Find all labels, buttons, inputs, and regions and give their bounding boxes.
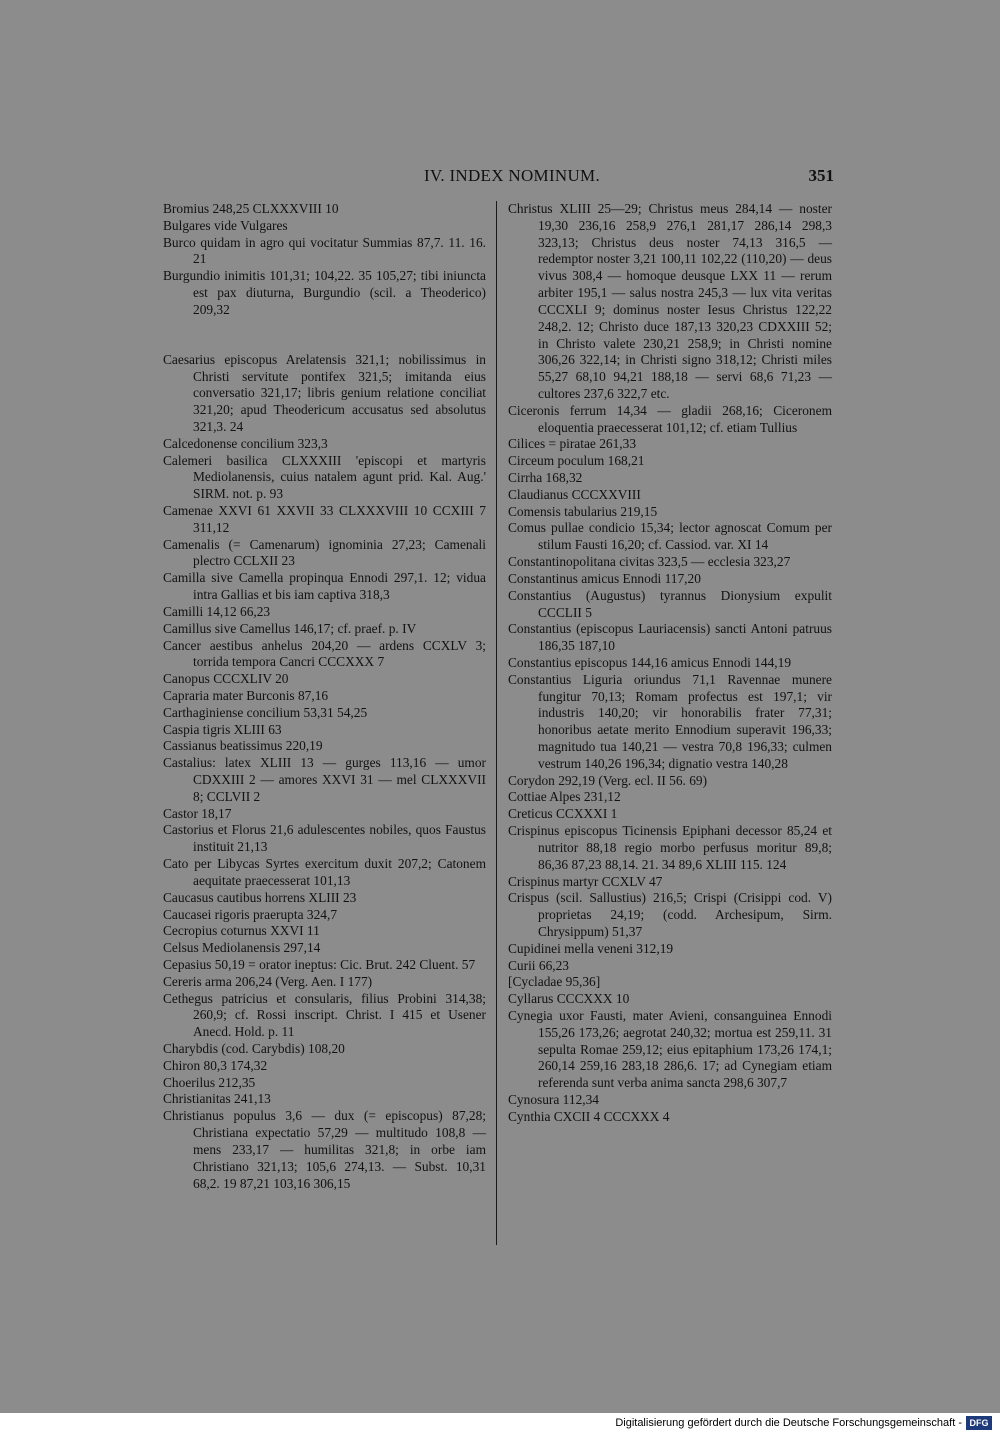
page-number: 351 <box>808 166 834 185</box>
index-entry: Cupidinei mella veneni 312,19 <box>508 940 674 956</box>
index-entry: Calemeri basilica CLXXXIII 'episcopi et martyris Mediolanensis, cuius natalem agunt prid. Kal. Aug.' SIRM. not. p. 93 <box>163 452 486 502</box>
digitization-footer <box>0 1413 1000 1434</box>
index-entry: Cilices = piratae 261,33 <box>508 436 637 452</box>
index-entry: Charybdis (cod. Carybdis) 108,20 <box>163 1041 345 1056</box>
running-header <box>160 166 840 190</box>
index-entry: Creticus CCXXXI 1 <box>508 806 618 822</box>
index-entry: Cepasius 50,19 = orator ineptus: Cic. Brut. 242 Cluent. 57 <box>163 956 476 972</box>
index-entry: Cottiae Alpes 231,12 <box>508 789 621 805</box>
index-entry: Capraria mater Burconis 87,16 <box>163 687 329 703</box>
index-entry: Cynthia CXCII 4 CCCXXX 4 <box>508 1108 670 1124</box>
index-entry: Curii 66,23 <box>508 957 570 973</box>
left-column <box>163 201 486 1192</box>
footer-text: Digitalisierung gefördert durch die Deutsche Forschungsgemeinschaft - <box>615 1417 962 1429</box>
index-entry: Castalius: latex XLIII 13 — gurges 113,16 — umor CDXXIII 2 — amores XXVI 31 — mel CLXXXVII 8; CCLVII 2 <box>163 755 486 804</box>
index-entry: Cirrha 168,32 <box>508 470 583 485</box>
index-entry: Choerilus 212,35 <box>163 1074 256 1090</box>
index-entry: Carthaginiense concilium 53,31 54,25 <box>163 704 368 720</box>
index-entry: Crispus (scil. Sallustius) 216,5; Crispi (Crisippi cod. V) proprietas 24,19; (codd. Archesipum, Sirm. Chrysippum) 51,37 <box>508 890 832 939</box>
index-entry: Cereris arma 206,24 (Verg. Aen. I 177) <box>163 973 373 989</box>
index-entry: Castor 18,17 <box>163 805 232 821</box>
index-entry: Cethegus patricius et consularis, filius Probini 314,38; 260,9; cf. Rossi inscript. Christ. I 415 et Usener Anecd. Hold. p. 11 <box>163 990 486 1040</box>
page-title: IV. INDEX NOMINUM. <box>424 166 601 185</box>
index-entry: Crispinus episcopus Ticinensis Epiphani decessor 85,24 et nutritor 88,18 regio morbo perfusus moritur 89,8; 86,36 87,23 88,14. 21. 34 89,6 XLIII 115. 124 <box>508 823 832 872</box>
index-entry: Corydon 292,19 (Verg. ecl. II 56. 69) <box>508 772 708 788</box>
index-entry: Canopus CCCXLIV 20 <box>163 671 289 687</box>
index-entry: Caesarius episcopus Arelatensis 321,1; nobilissimus in Christi servitute pontifex 321,5; imitanda eius conversatio 321,17; libris genium relatione conciliat 321,20; apud Theodericum accusatus sed absolutus 321,3. 24 <box>163 351 486 434</box>
index-entry: Camenalis (= Camenarum) ignominia 27,23; Camenali plectro CCLXII 23 <box>163 536 486 569</box>
index-entry: Celsus Mediolanensis 297,14 <box>163 940 321 956</box>
index-entry: Caspia tigris XLIII 63 <box>163 721 282 737</box>
index-entry: Bromius 248,25 CLXXXVIII 10 <box>163 201 339 216</box>
index-entry: Cassianus beatissimus 220,19 <box>163 738 323 754</box>
index-entry: Calcedonense concilium 323,3 <box>163 435 328 451</box>
index-entry: Camenae XXVI 61 XXVII 33 CLXXXVIII 10 CCXIII 7 311,12 <box>163 503 486 535</box>
index-entry: Burco quidam in agro qui vocitatur Summias 87,7. 11. 16. 21 <box>163 234 486 267</box>
column-divider <box>496 201 497 1245</box>
index-entry: Constantius (episcopus Lauriacensis) sancti Antoni patruus 186,35 187,10 <box>508 621 832 654</box>
index-entry: Comensis tabularius 219,15 <box>508 503 658 519</box>
index-entry: Burgundio inimitis 101,31; 104,22. 35 105,27; tibi iniuncta est pax diuturna, Burgundio (scil. a Theoderico) 209,32 <box>163 268 486 317</box>
index-entry: Christianus populus 3,6 — dux (= episcopus) 87,28; Christiana expectatio 57,29 — multitudo 108,8 — mens 233,17 — humilitas 321,8; in orbe iam Christiano 321,13; 105,6 274,13. — Subst. 10,31 68,2. 19 87,21 103,16 306,15 <box>163 1108 486 1191</box>
index-entry: Cynosura 112,34 <box>508 1092 600 1108</box>
index-entry: Christus XLIII 25—29; Christus meus 284,14 — noster 19,30 236,16 258,9 276,1 281,17 286,14 298,3 323,13; Christus deus noster 74,13 316,5 — redemptor noster 3,21 100,11 102,22 (110,20) — deus vivus 308,4 — homoque deusque LXX 11 — rerum arbiter 195,1 — salus nostra 245,3 — lux vita veritas CCCXLI 9; dominus noster Iesus Christus 122,22 248,2. 12; Christo duce 187,13 320,23 CDXXIII 52; in Christo valete 230,21 258,9; in Christi nomine 306,26 322,14; in Christi signo 318,12; Christi miles 55,27 68,10 94,21 188,18 — servi 68,6 71,23 — cultores 237,6 322,7 etc. <box>508 201 832 401</box>
index-entry: Caucasei rigoris praerupta 324,7 <box>163 906 338 922</box>
index-entry: Constantinus amicus Ennodi 117,20 <box>508 570 701 586</box>
index-entry: Constantius Liguria oriundus 71,1 Ravennae munere fungitur 70,13; Romam profectus est 197,1; vir industris 140,20; vir honorabilis frater 77,31; honoribus aetate merito Ennodium superavit 196,33; magnitudo tua 140,21 — vestra 70,8 196,33; culmen vestrum 140,26 196,34; dignatio vestra 140,28 <box>508 671 832 771</box>
index-entry: Constantius episcopus 144,16 amicus Ennodi 144,19 <box>508 654 792 670</box>
index-entry: Chiron 80,3 174,32 <box>163 1057 268 1073</box>
index-entry: Christianitas 241,13 <box>163 1091 271 1107</box>
index-entry: Cato per Libycas Syrtes exercitum duxit 207,2; Catonem aequitate praecesserat 101,13 <box>163 856 486 888</box>
index-entry: Cyllarus CCCXXX 10 <box>508 991 630 1007</box>
index-entry: Castorius et Florus 21,6 adulescentes nobiles, quos Faustus instituit 21,13 <box>163 822 486 855</box>
index-entry: Cancer aestibus anhelus 204,20 — ardens CCXLV 3; torrida tempora Cancri CCCXXX 7 <box>163 637 486 670</box>
index-entry: Bulgares vide Vulgares <box>163 217 288 233</box>
index-entry: Camillus sive Camellus 146,17; cf. praef. p. IV <box>163 620 417 636</box>
index-entry: Constantinopolitana civitas 323,5 — ecclesia 323,27 <box>508 554 791 570</box>
index-entry: Caucasus cautibus horrens XLIII 23 <box>163 889 357 905</box>
index-entry: Ciceronis ferrum 14,34 — gladii 268,16; Ciceronem eloquentia praecesserat 101,12; cf. etiam Tullius <box>508 402 832 435</box>
index-entry: Cecropius coturnus XXVI 11 <box>163 923 320 939</box>
index-entry: Circeum poculum 168,21 <box>508 453 645 469</box>
index-entry: Comus pullae condicio 15,34; lector agnoscat Comum per stilum Fausti 16,20; cf. Cassiod. var. XI 14 <box>508 520 832 553</box>
index-entry: Camilla sive Camella propinqua Ennodi 297,1. 12; vidua intra Gallias et bis iam captiva 318,3 <box>163 570 486 603</box>
index-entry: Camilli 14,12 66,23 <box>163 603 271 619</box>
index-entry: Cynegia uxor Fausti, mater Avieni, consanguinea Ennodi 155,26 173,26; aegrotat 240,32; mortua est 259,11. 31 sepulta Romae 259,12; eius epitaphium 173,26 174,1; 260,14 259,16 283,18 286,6. 17; ad Cynegiam etiam referenda sunt verba anima sancta 298,6 307,7 <box>508 1008 832 1091</box>
index-entry: Claudianus CCCXXVIII <box>508 486 641 502</box>
right-column <box>508 201 832 1126</box>
index-entry: Constantius (Augustus) tyrannus Dionysium expulit CCCLII 5 <box>508 587 832 620</box>
index-entry: [Cycladae 95,36] <box>508 974 601 990</box>
index-entry: Crispinus martyr CCXLV 47 <box>508 873 663 889</box>
dfg-logo: DFG <box>966 1416 992 1430</box>
